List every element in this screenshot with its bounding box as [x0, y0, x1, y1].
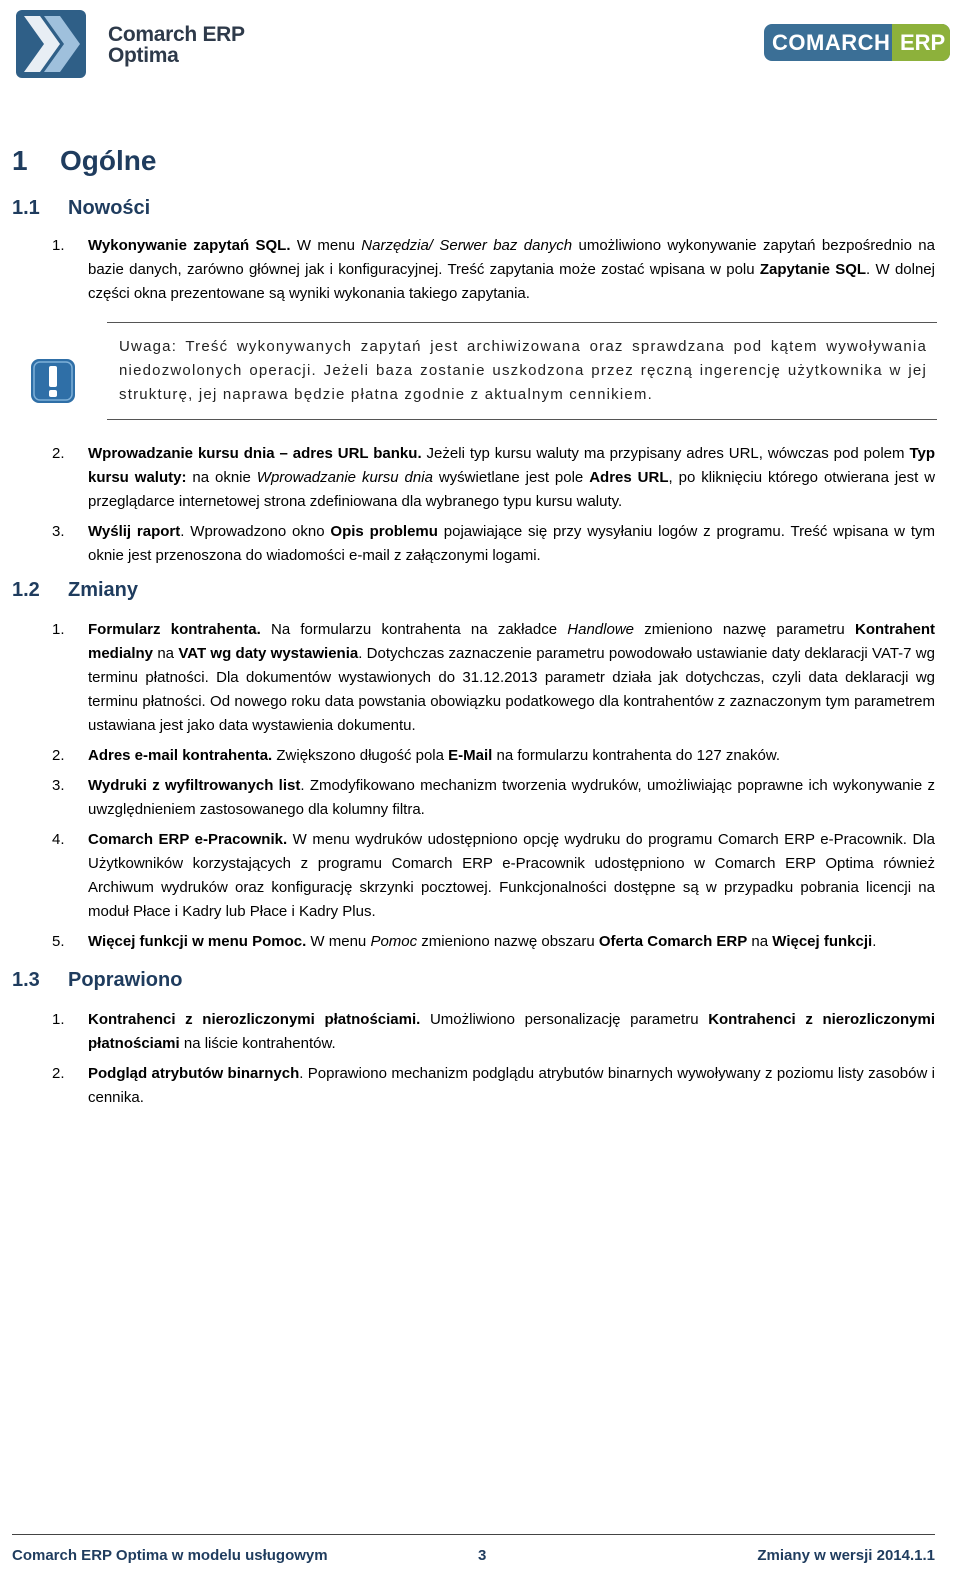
fixed-list [52, 1008, 935, 1110]
item-text: Zwiększono długość pola [272, 747, 449, 764]
item-text: zmieniono nazwę parametru [634, 621, 856, 638]
section-title: Nowości [68, 197, 151, 219]
item-number: 2. [52, 747, 65, 764]
section-number: 1.2 [12, 579, 40, 601]
item-text: Wprowadzanie kursu dnia [256, 469, 433, 486]
page-number: 3 [478, 1547, 487, 1564]
comarch-erp-optima-logo [14, 6, 254, 82]
item-text: umożliwiono wykonywanie zapytań bezpośrednio na bazie danych, zarówno głównej jak i konfiguracyjnej. Treść zapytania może zostać wpisana w polu [88, 237, 935, 278]
item-text: . Poprawiono mechanizm podglądu atrybutów binarnych wywoływany z poziomu listy zasobów i cennika. [88, 1065, 935, 1106]
section-number: 1.3 [12, 969, 40, 991]
item-text: na formularzu kontrahenta do 127 znaków. [492, 747, 781, 764]
item-title: Wprowadzanie kursu dnia – adres URL banku. [88, 445, 422, 462]
item-number: 2. [52, 1065, 65, 1082]
item-text: Adres URL [589, 469, 669, 486]
page-footer [12, 1534, 935, 1570]
item-text: pojawiające się przy wysyłaniu logów z programu. Treść wpisana w tym oknie jest przenoszona do wiadomości e-mail z załączonymi logami. [88, 523, 935, 564]
note-text-1: Uwaga: Treść wykonywanych zapytań jest archiwizowana oraz sprawdzana pod kątem wywoływania niedozwolonych operacji. [119, 338, 927, 379]
item-text: . W dolnej części okna prezentowane są wyniki wykonania takiego zapytania. [88, 261, 935, 302]
logo-line2: Optima [108, 44, 179, 67]
changes-list [52, 618, 935, 954]
footer-title: Comarch ERP Optima w modelu usługowym [12, 1547, 328, 1564]
note-text-2: Jeżeli baza zostanie uszkodzona przez ręczną ingerencję użytkownika w jej strukturę, jej naprawa będzie płatna zgodnie z aktualnym cennikiem. [119, 362, 927, 403]
list-item [52, 520, 935, 568]
item-text: Oferta Comarch ERP [598, 933, 748, 950]
list-item [52, 1008, 935, 1056]
item-text: wyświetlane jest pole [432, 469, 590, 486]
item-text: na [747, 933, 773, 950]
item-text: Narzędzia/ Serwer baz danych [361, 237, 573, 254]
section-title: Poprawiono [68, 969, 183, 991]
item-text: , po kliknięciu którego otwierana jest w przeglądarce internetowej strona zdefiniowana dla wybranego typu kursu waluty. [88, 469, 936, 510]
page-header [0, 0, 960, 90]
item-text: Kontrahent medialny [88, 621, 936, 662]
item-text: W menu wydruków udostępniono opcję wydruku do programu Comarch ERP e-Pracownik. Dla Użytkowników korzystających z programu Comarch ERP e-Pracownik udostępniono w Comarch ERP Optima również Archiwum wydruków oraz konfigurację skrzynki pocztowej. Funkcjonalności dostępne są w przypadku pobrania licencji na moduł Płace i Kadry lub Płace i Kadry Plus. [88, 831, 935, 920]
item-text: na oknie [186, 469, 257, 486]
item-number: 1. [52, 621, 65, 638]
item-text: Opis problemu [330, 523, 438, 540]
list-item [52, 618, 935, 738]
section-number: 1.1 [12, 197, 40, 219]
item-text: Pomoc [370, 933, 418, 950]
section-heading-novelties [12, 192, 935, 224]
item-text: . Wprowadzono okno [180, 523, 331, 540]
item-title: Formularz kontrahenta. [88, 621, 261, 638]
item-number: 2. [52, 445, 65, 462]
item-title: Podgląd atrybutów binarnych [88, 1065, 300, 1082]
item-text: na liście kontrahentów. [179, 1035, 336, 1052]
item-title: Comarch ERP e-Pracownik. [88, 831, 288, 848]
section-heading-changes [12, 574, 935, 606]
list-item [52, 442, 935, 514]
comarch-erp-optima-logo-icon [14, 6, 92, 82]
item-text: . Zmodyfikowano mechanizm tworzenia wydruków, umożliwiając poprawne ich wykonywanie z uwzględnieniem zastosowanego dla kolumny filtra. [88, 777, 935, 818]
item-text: W menu [306, 933, 371, 950]
footer-version: Zmiany w wersji 2014.1.1 [757, 1547, 935, 1564]
logo-erp: ERP [900, 30, 946, 55]
warning-note [107, 322, 937, 420]
item-title: Wydruki z wyfiltrowanych list [88, 777, 301, 794]
item-text: VAT wg daty wystawienia [178, 645, 359, 662]
item-number: 1. [52, 237, 65, 254]
list-item [52, 828, 935, 924]
item-title: Kontrahenci z nierozliczonymi płatnościami. [88, 1011, 421, 1028]
item-title: Więcej funkcji w menu Pomoc. [88, 933, 307, 950]
item-number: 5. [52, 933, 65, 950]
item-text: na [153, 645, 179, 662]
item-text: Jeżeli typ kursu waluty ma przypisany adres URL, wówczas pod polem [421, 445, 910, 462]
item-title: Wyślij raport [88, 523, 181, 540]
exclamation-icon [29, 357, 77, 405]
section-heading-fixed [12, 964, 935, 996]
item-title: Wykonywanie zapytań SQL. [88, 237, 291, 254]
list-item [52, 1062, 935, 1110]
item-text: W menu [290, 237, 362, 254]
item-text: Handlowe [567, 621, 634, 638]
item-text: zmieniono nazwę obszaru [417, 933, 599, 950]
list-item [52, 234, 935, 306]
comarch-erp-logo [764, 24, 960, 62]
list-item [52, 744, 935, 768]
section-title: Zmiany [68, 579, 139, 601]
item-text: Kontrahenci z nierozliczonymi płatnościami [88, 1011, 936, 1052]
item-text: E-Mail [448, 747, 493, 764]
item-title: Adres e-mail kontrahenta. [88, 747, 273, 764]
item-text: Typ kursu waluty: [88, 445, 935, 486]
item-text: Umożliwiono personalizację parametru [420, 1011, 709, 1028]
list-item [52, 930, 935, 954]
item-number: 4. [52, 831, 65, 848]
novelties-list [52, 234, 935, 306]
item-text: Na formularzu kontrahenta na zakładce [260, 621, 568, 638]
item-text: . [872, 933, 877, 950]
heading-1-number: 1 [12, 145, 28, 176]
logo-line1: Comarch ERP [108, 23, 245, 46]
heading-1-title: Ogólne [60, 145, 157, 176]
logo-comarch: COMARCH [772, 30, 891, 55]
item-number: 3. [52, 777, 65, 794]
item-text: Więcej funkcji [772, 933, 873, 950]
item-text: . Dotychczas zaznaczenie parametru powodowało ustawianie daty deklaracji VAT-7 wg terminu płatności. Dla dokumentów wystawionych do 31.12.2013 parametr działa jak dotychczas, czyli data deklaracji wg terminu płatności. Od nowego roku data powstania obowiązku podatkowego dla kontrahentów z zaznaczonym tym parametrem ustawiana jest jako data wystawienia dokumentu. [88, 645, 935, 734]
heading-1 [12, 140, 935, 182]
item-text: Zapytanie SQL [759, 261, 867, 278]
item-number: 1. [52, 1011, 65, 1028]
novelties-list-continued [52, 442, 935, 568]
list-item [52, 774, 935, 822]
item-number: 3. [52, 523, 65, 540]
logo-text [108, 24, 245, 66]
document-body [12, 140, 935, 1116]
note-text [119, 335, 927, 407]
